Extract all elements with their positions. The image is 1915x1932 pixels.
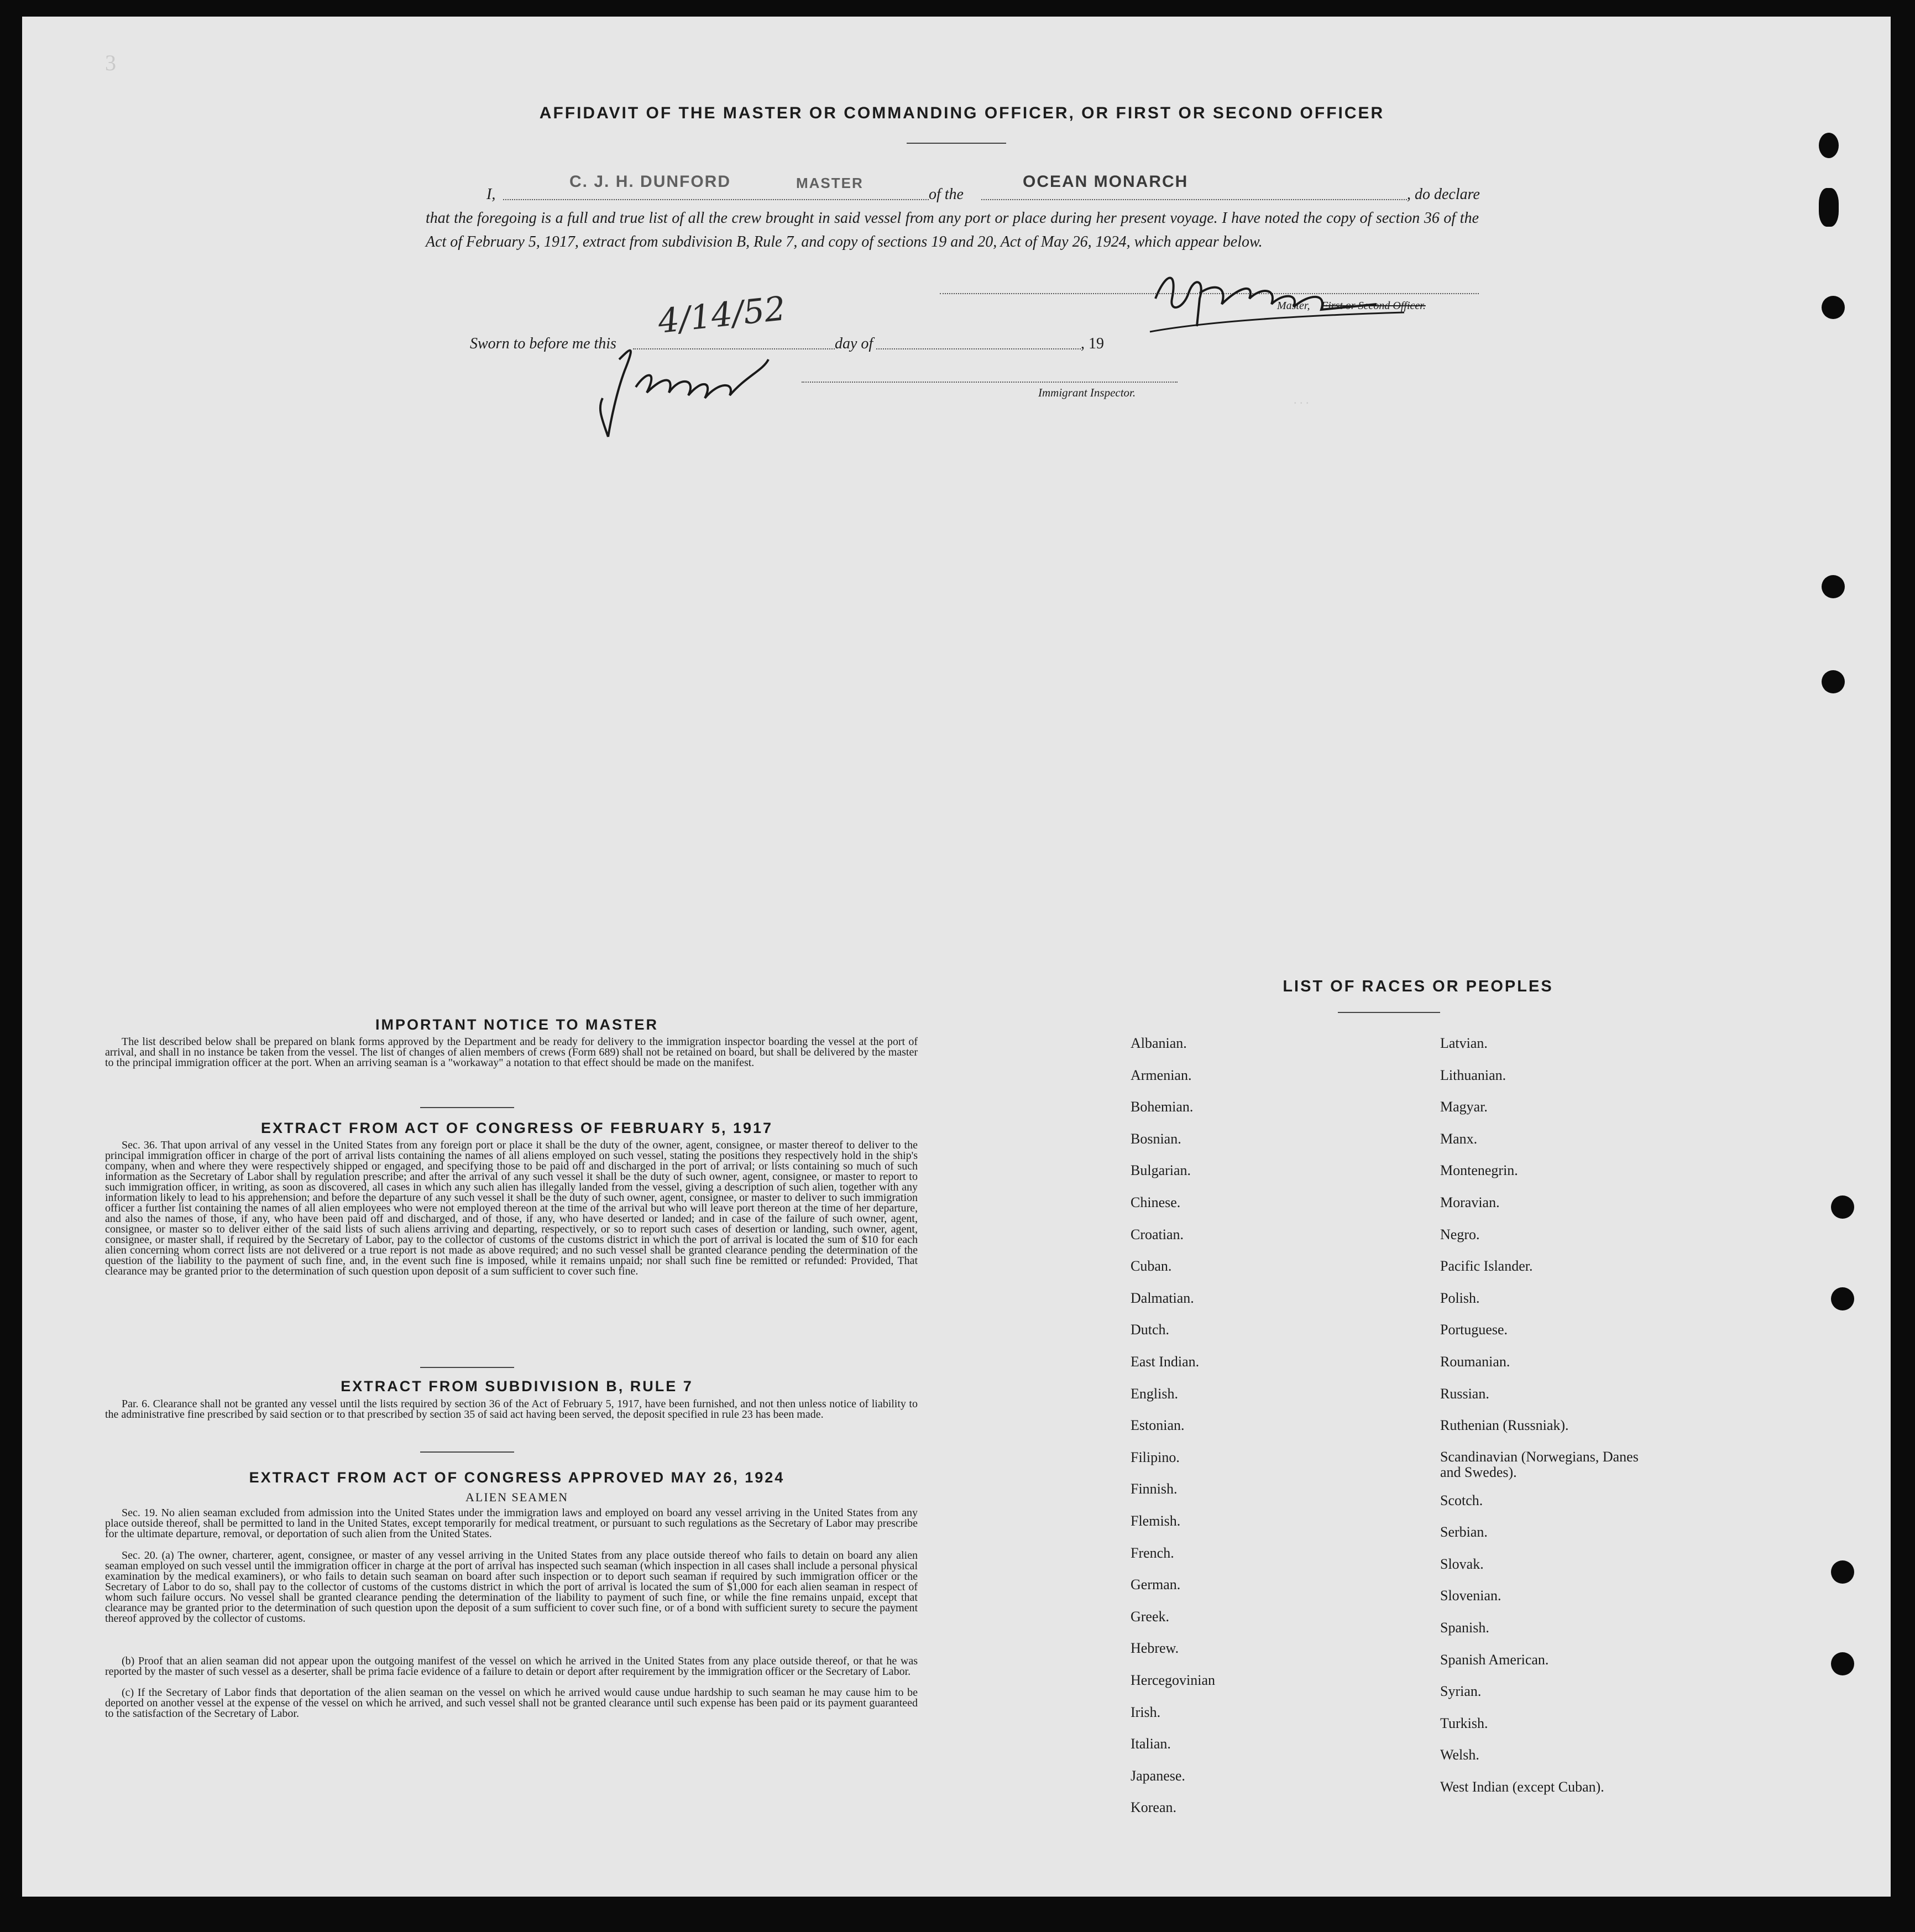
bleed-through-mark: 3 xyxy=(105,50,116,75)
rule7-text: Par. 6. Clearance shall not be granted any vessel until the lists required by section 36 of the Act of February 5, 1917, have been furnished, and not then unless notice of liability to the administrative fine prescribed by said section or to that prescribed by section 35 of said act having been served, the deposit specified in rule 23 has been made. xyxy=(105,1398,918,1421)
race-item: Bulgarian. xyxy=(1131,1162,1191,1178)
race-item: Dutch. xyxy=(1131,1322,1170,1338)
race-item: Roumanian. xyxy=(1440,1354,1510,1370)
races-title: LIST OF RACES OR PEOPLES xyxy=(1283,978,1553,995)
race-item: Flemish. xyxy=(1131,1513,1181,1529)
race-item: Finnish. xyxy=(1131,1481,1178,1497)
race-item: Ruthenian (Russniak). xyxy=(1440,1417,1569,1433)
day-of-label: day of xyxy=(835,335,873,352)
signature-caption-master: Master, xyxy=(1277,300,1310,312)
master-name-stamp: C. J. H. DUNFORD xyxy=(569,173,731,191)
race-item: Scotch. xyxy=(1440,1492,1483,1508)
bleed-through-mark: . . . xyxy=(1294,393,1309,406)
race-item: Bohemian. xyxy=(1131,1099,1194,1115)
race-item: Estonian. xyxy=(1131,1417,1185,1433)
sec20a-text: Sec. 20. (a) The owner, charterer, agent, consignee, or master of any vessel arriving in the United States from any place outside thereof who fails to detain on board any alien seaman employed on such vessel until the immigration officer in charge at the port of arrival has inspected such seaman (which inspection in all cases shall include a personal physical examination by the medical examiners), or who fails to detain such seaman on board after such inspection or to deport such seaman if required by such immigration officer or the Secretary of Labor to do so, shall pay to the collector of customs of the customs district in which the port of arrival is located the sum of $1,000 for each alien seaman in respect of whom such failure occurs. No vessel shall be granted clearance pending the determination of the liability to payment of such fine, or while the fine remains unpaid, except that clearance may be granted prior to the determination of such question upon the deposit of a sum sufficient to cover such fine, or of a bond with sufficient surety to secure the payment thereof approved by the collector of customs. xyxy=(105,1549,918,1625)
race-item: Greek. xyxy=(1131,1609,1170,1625)
race-item: Japanese. xyxy=(1131,1768,1185,1784)
master-name-line xyxy=(503,199,929,200)
inspector-caption: Immigrant Inspector. xyxy=(1038,386,1136,399)
race-item: Turkish. xyxy=(1440,1715,1488,1731)
race-item: Moravian. xyxy=(1440,1194,1500,1210)
race-item: Serbian. xyxy=(1440,1524,1488,1540)
race-item: Slovak. xyxy=(1440,1556,1484,1572)
rule7-title: EXTRACT FROM SUBDIVISION B, RULE 7 xyxy=(341,1378,693,1395)
extract-1924-subtitle: ALIEN SEAMEN xyxy=(465,1490,568,1504)
month-line xyxy=(876,348,1081,349)
race-item: Manx. xyxy=(1440,1131,1478,1147)
inspector-signature-line xyxy=(802,382,1178,383)
race-item: Polish. xyxy=(1440,1290,1480,1306)
sec19-text: Sec. 19. No alien seaman excluded from admission into the United States under the immigration laws and employed on board any vessel arriving in the United States from any place outside thereof, shall be permitted to land in the United States, except temporarily for medical treatment, or pursuant to such regulations as the Secretary of Labor may prescribe for the ultimate departure, removal, or deportation of such alien from the United States. xyxy=(105,1507,918,1540)
race-item: Hercegovinian xyxy=(1131,1672,1216,1688)
race-item: Syrian. xyxy=(1440,1683,1482,1699)
notice-text: The list described below shall be prepared on blank forms approved by the Department and be ready for delivery to the immigration inspector boarding the vessel at the port of arrival, and shall in no instance be taken from the vessel. The list of changes of alien members of crews (Form 689) shall not be retained on board, but shall be delivered by the master to the principal immigration officer at the port. When an arriving seaman is a "workaway" a notation to that effect should be made on the manifest. xyxy=(105,1036,918,1069)
race-item: Dalmatian. xyxy=(1131,1290,1194,1306)
race-item: Slovenian. xyxy=(1440,1588,1501,1604)
race-item: Magyar. xyxy=(1440,1099,1488,1115)
notice-title: IMPORTANT NOTICE TO MASTER xyxy=(375,1016,658,1033)
binder-hole xyxy=(1822,296,1845,319)
race-item: Spanish American. xyxy=(1440,1652,1549,1668)
race-item: Filipino. xyxy=(1131,1449,1180,1465)
affidavit-body: that the foregoing is a full and true list of all the crew brought in said vessel from any port or place during her present voyage. I have noted the copy of section 36 of the Act of February 5, 1917, extract from subdivision B, Rule 7, and copy of sections 19 and 20, Act of May 26, 1924, which appear below. xyxy=(426,210,1479,250)
binder-hole xyxy=(1831,1652,1854,1675)
binder-hole xyxy=(1819,133,1839,158)
binder-hole xyxy=(1831,1195,1854,1219)
do-declare-label: , do declare xyxy=(1407,186,1480,203)
title-divider xyxy=(907,143,1006,144)
signature-caption-struck: First or Second Officer. xyxy=(1321,300,1426,312)
sworn-prefix: Sworn to before me this xyxy=(470,335,616,352)
race-item: East Indian. xyxy=(1131,1354,1200,1370)
race-item: Montenegrin. xyxy=(1440,1162,1518,1178)
race-item: Spanish. xyxy=(1440,1620,1489,1636)
sworn-date-handwritten: 4/14/52 xyxy=(656,289,788,341)
document-page xyxy=(22,17,1891,1897)
binder-hole xyxy=(1831,1287,1854,1310)
race-item: German. xyxy=(1131,1576,1181,1592)
notice-divider xyxy=(420,1107,514,1108)
affidavit-i-prefix: I, xyxy=(486,186,496,203)
sec20c-text: (c) If the Secretary of Labor finds that deportation of the alien seaman on the vessel on which he arrived would cause undue hardship to such seaman he may cause him to be deported on another vessel at the expense of the vessel on which he arrived, and such vessel shall not be granted clearance until such expense has been paid or its payment guaranteed to the satisfaction of the Secretary of Labor. xyxy=(105,1686,918,1720)
race-item: Armenian. xyxy=(1131,1067,1192,1083)
race-item: Lithuanian. xyxy=(1440,1067,1506,1083)
binder-hole xyxy=(1831,1560,1854,1584)
affidavit-title: AFFIDAVIT OF THE MASTER OR COMMANDING OFFICER, OR FIRST OR SECOND OFFICER xyxy=(539,104,1385,122)
race-item: Hebrew. xyxy=(1131,1640,1179,1656)
race-item: West Indian (except Cuban). xyxy=(1440,1779,1604,1795)
race-item: Russian. xyxy=(1440,1386,1489,1402)
race-item: Scandinavian (Norwegians, Danes and Swedes). xyxy=(1440,1449,1639,1480)
year-prefix: , 19 xyxy=(1081,335,1104,352)
rule7-divider xyxy=(420,1451,514,1453)
race-item: English. xyxy=(1131,1386,1178,1402)
binder-hole xyxy=(1822,575,1845,598)
sec20b-text: (b) Proof that an alien seaman did not appear upon the outgoing manifest of the vessel on which he arrived in the United States from any place outside thereof, or that he was reported by the master of such vessel as a deserter, shall be prima facie evidence of a failure to detain or deport after requirement by the immigration officer or the Secretary of Labor. xyxy=(105,1655,918,1678)
race-item: French. xyxy=(1131,1545,1174,1561)
extract-1917-title: EXTRACT FROM ACT OF CONGRESS OF FEBRUARY 5, 1917 xyxy=(260,1120,773,1136)
extract-1917-text: Sec. 36. That upon arrival of any vessel in the United States from any foreign port or place it shall be the duty of the owner, agent, consignee, or master thereof to deliver to the principal immigration officer in charge of the port of arrival lists containing the names of all aliens employed on such vessel, stating the positions they respectively hold in the ship's company, when and where they were respectively shipped or engaged, and specifying those to be paid off and discharged in the port of arrival; or lists containing so much of such information as the Secretary of Labor shall by regulation prescribe; and after the arrival of any such vessel it shall be the duty of such owner, agent, consignee, or master to report to such immigration officer, in writing, as soon as discovered, all cases in which any such alien has illegally landed from the vessel, giving a description of such alien, together with any information likely to lead to his apprehension; and before the departure of any such vessel it shall be the duty of such owner, agent, consignee, or master to deliver to such immigration officer a further list containing the names of all alien employees who were not employed thereon at the time of the arrival but who will leave port thereon at the time of her departure, and also the names of those, if any, who have been paid off and discharged, and of those, if any, who have deserted or landed; and in case of the failure of such owner, agent, consignee, or master so to deliver either of the said lists of such aliens arriving and departing, respectively, or so to report such cases of desertion or landing, such owner, agent, consignee, or master shall, if required by the Secretary of Labor, pay to the collector of customs of the customs district in which the port of arrival is located the sum of $10 for each alien concerning whom correct lists are not delivered or a true report is not made as above required; and no such vessel shall be granted clearance pending the determination of the question of the liability to the payment of such fine, and, in the event such fine is imposed, while it remains unpaid; nor shall such fine be remitted or refunded: Provided, That clearance may be granted prior to the determination of such question upon deposit of a sum sufficient to cover such fine. xyxy=(105,1139,918,1277)
race-item: Croatian. xyxy=(1131,1226,1184,1242)
vessel-name-line xyxy=(981,199,1407,200)
race-item: Italian. xyxy=(1131,1736,1171,1752)
race-item: Chinese. xyxy=(1131,1194,1181,1210)
rank-stamp: MASTER xyxy=(796,175,864,191)
extract-1924-title: EXTRACT FROM ACT OF CONGRESS APPROVED MAY 26, 1924 xyxy=(249,1469,785,1486)
race-item: Pacific Islander. xyxy=(1440,1258,1533,1274)
race-item: Cuban. xyxy=(1131,1258,1172,1274)
extract-1917-divider xyxy=(420,1367,514,1368)
race-item: Negro. xyxy=(1440,1226,1480,1242)
race-item: Albanian. xyxy=(1131,1035,1187,1051)
race-item: Latvian. xyxy=(1440,1035,1488,1051)
of-the-label: of the xyxy=(929,186,964,203)
binder-hole xyxy=(1822,670,1845,693)
race-item: Korean. xyxy=(1131,1799,1177,1815)
race-item: Portuguese. xyxy=(1440,1322,1508,1338)
race-item: Welsh. xyxy=(1440,1747,1479,1763)
race-item: Irish. xyxy=(1131,1704,1161,1720)
binder-hole xyxy=(1819,188,1839,227)
race-item: Bosnian. xyxy=(1131,1131,1181,1147)
races-divider xyxy=(1338,1012,1440,1013)
inspector-signature xyxy=(586,337,818,448)
vessel-name-stamp: OCEAN MONARCH xyxy=(1023,173,1189,191)
